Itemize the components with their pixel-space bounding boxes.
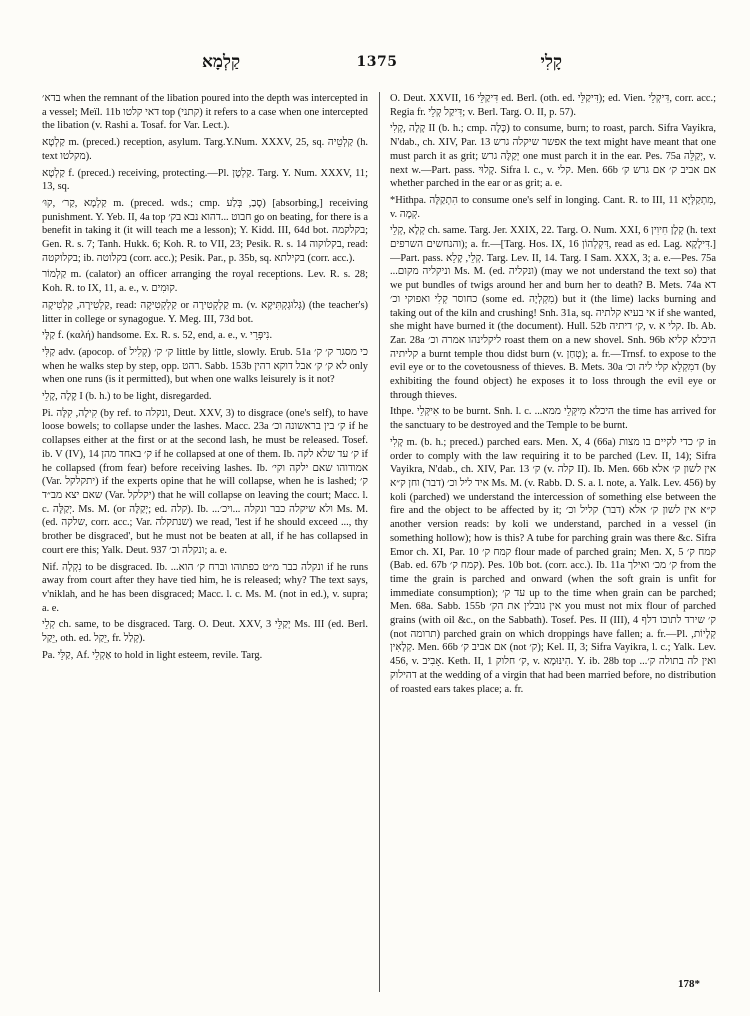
entry: Pa. קַלֵּי, Af. אַקְלֵי to hold in light esteem, revile. Targ. [42,649,263,661]
entry: קַלְמָא ,קַר׳ ,קוּ׳ m. (preced. wds.; cmp. סָבַ, בְּלַע) [absorbing,] receiving punishment. Y. Yeb. II, 4a top חבוט ...דהוא נבא בק׳ go on beating, for there is a benefit in taking it (it will teach me a lesson); Y. Kidd. III, 64d bot. בקלקמה; Gen. R. s. 7; Tanh. Hukk. 6; Koh. R. to VII, 23; Pesik. R. s. 14 בקלוקוה, read: בקלוקטה; ib. בקלוטה (corr. acc.); Pesik. Par., p. 35b, sq. בקילתא (corr. acc.). [42,197,368,264]
page-number: 1375 [356,54,398,70]
entry: קַלְטָא f. (preced.) receiving, protecting.—Pl. קַלְטָן. Targ. Y. Num. XXXV, 11; 13, sq. [42,167,368,193]
entry: קַלָּי f. (καλή) handsome. Ex. R. s. 52, end, a. e., v. נִיפְּרֵי. [42,330,273,342]
entry: קְלֵי ch. same, to be disgraced. Targ. O. Deut. XXV, 3 יְקַלֵּי Ms. III (ed. Berl. יֵקַל, oth. ed. יֵקַל, fr. קְלַל). [42,619,368,645]
right-running-head: קָלִי [540,52,562,72]
entry: קַלְטָא m. (preced.) reception, asylum. Targ.Y.Num. XXXV, 25, sq. קַלְטֵיה (h. text מקלטו). [42,137,368,162]
entry: O. Deut. XXVII, 16 דִּיקַלֵּי ed. Berl. (oth. ed. דִּיקַלֵּי); ed. Vien. דִּיקְלֵי, corr. acc.; Regia fr. דִּיקַל קְלֵי; v. Berl. Targ. O. II, p. 57). [390,93,716,118]
entry: קְלָא ,קְלֵי ch. same. Targ. Jer. XXIX, 22. Targ. O. Num. XXI, 6 קְלָן חִיוִין (h. text והנחשים השרפים); a. fr.—[Targ. Hos. IX, 16 דִּקְלְהוֹן, read as ed. Lag. דִּילָקָא.]—Part. pass. קְלֵי, קָלֵא. Targ. Lev. II, 14. Targ. I Sam. XXX, 3; a. e.—Pes. 75a ...וניקליה מקום Ms. M. (ed. ונקליה) (may we not understand the text so) that we put bundles of twigs around her and burn her to death? B. Mets. 74a דא כחוסר קְלִי ואפוקי וכ׳ (some ed. מִקְלְיָה) but it (the lime) lacks burning and taking out of the kiln and crushing! Snh. 31a, sq. אי בעיא קלתיה if she wanted, she might have burned it (the document). Hull. 52b ק׳ דיתיה, v. קלי א. Ib. Ab. Zar. 28a ליקלינהו אמרה וכ׳ roast them on a new shovel. Snh. 96b היכלא קליא קליתיה a burnt temple thou didst burn (v. טְחַן); a. fr.—Trnsf. to expose to the evil eye or to the covetousness of thieves. B. Mets. 30a דמִקְלֵא קלי ליה וכ׳ (by exhibiting the found object) he exposes it to loss through the evil eye or through thieves. [390,225,716,401]
entry: Ithpe. אִיקְּלֵי to be burnt. Snh. l. c. ...היכלא מִיקְּלֵי ממא the time has arrived for the sanctuary to be destroyed and the Temple to be burnt. [390,406,716,432]
entry: קַלִּי adv. (apocop. of קְלִיל) ק׳ ק׳ little by little, slowly. Erub. 51a כי מסגר ק׳ ק׳ when he walks step by step, opp. רהט. Sabb. 153b לא ק׳ ק׳ אבל דוקא רהין only when one runs (is it permitted), but when one walks leisurely is it not? [42,346,368,386]
entry: בדא׳ when the remnant of the libation poured into the depth was intercepted in a vessel; Meïl. 11b דאי קלטו top (קתני) it refers to a case when one intercepted the libation (v. Rashi a. Tosaf. for Var. Lect.). [42,93,368,132]
page-header [42,52,712,74]
entry: קַלְמוֹר m. (calator) an officer arranging the royal receptions. Lev. R. s. 28; Koh. R. to IX, 11, a. e., v. קוּמִים. [42,269,368,295]
signature-mark: 178* [678,978,700,990]
entry: קָלָה ,קָלֵי I (b. h.) to be light, disregarded. [42,391,212,403]
left-running-head: קַלְמָא [202,52,241,72]
entry: Nif. נִקְלָה to be disgraced. Ib. ...ונקלה כבר מ״ט כפתוהו וברח ק׳ הוא if he runs away from court after they have tied him, he is released; why? The text says, v'niklah, and he has been disgraced; Macc. l. c. Ms. M. (not in ed.), v. supra; a. e. [42,561,368,614]
entry: Pi. קִילָה, קִלָּה (by ref. to ונקלה, Deut. XXV, 3) to disgrace (one's self), to have loose bowels; to collapse under the lashes. Macc. 23a ק׳ בין בראשונה וכ׳ if he collapses either at the first or at the second lash, he must be released. Tosef. ib. V (IV), 14 ק׳ באחד מהן if he collapsed at one of them. Ib. ק׳ עד שלא לקה if he collapsed (from fear) before receiving lashes. Ib. אמודוהו שאם ילקה וקי׳ (Var. יתקלקל) if the experts opine that he will collapse, when he is lashed; ק׳ שאם יצא מב״ד (Var. יקלקל) that he will collapse on leaving the court; Macc. l. c. יְקַלָּה. Ms. M. (or יְקַלֶּה; ed. קלה). Ib. ...ולא שיקלה כבר ונקלה ...ויכ׳ Ms. M. (ed. שלקה, corr. acc.; Var. שנתקלה) we read, 'lest if he should exceed ..., thy brother be disgraced', but he must not be beaten at all, if he has collapsed in court ere this; Yalk. Deut. 937 ונקלה וכ׳; a. e. [42,407,368,556]
column-divider [379,92,380,992]
entry: קַלְטִירָה, קַלְטִיקָה, read: קַלְקְטִיקָה or קַלְקְטִירָה m. (v. גְּלוּגְקְתִּיקָא) (the teacher's) litter in college or synagogue. Y. Meg. III, 73d bot. [42,299,368,325]
entry: *Hithpa. הִתְקַלָּה to consume one's self in longing. Cant. R. to III, 11 מִתְקַלְּיָא, v. קְמָה. [390,194,716,220]
left-column [42,92,368,994]
entry: קָלָה ,קְלִי II (b. h.; cmp. כָּלָה) to consume, burn; to roast, parch. Sifra Vayikra, N'dab., ch. XIV, Par. 13 אפשר שיקלה גרש the text might have meant that one must parch it as grit; יְקַלֶּה גרש one must parch it in the ear. Pes. 75a יְקַלֵּה, v. next w.—Part. pass. קָלוּי. Sifra l. c., v. קלי. Men. 66b אם אביב ק׳ אם גרש ק׳ whether parched in the ear or as grit; a. e. [390,123,716,190]
columns [42,92,716,994]
entry: קָלִי m. (b. h.; preced.) parched ears. Men. X, 4 (66a) ק׳ כדי לקיים בו מצות in order to comply with the law requiring it to be parched (Lev. II, 14); Sifra Vayikra, N'dab., ch. XIV, Par. 13 ק׳ (v. קלה II). Ib. Men. 66b אין לשון ק׳ אלא איד ליל וכ׳ (דבר) וחן ק״א Ms. M. (v. Rabb. D. S. a. l. note, a. Yalk. Lev. 456) by koli (parched) we understand the intercession of something else between the fire and the object to be affected by it; ק״א אין לשון ק׳ אלא (דבר) קליל וכ׳ another version reads: by koli we understand, parched in a vessel (in something hollow); how is this? A tube for parching grain was there &c. Sifra Emor ch. XI, Par. 10 קמח ק׳ flour made of parched grain; Men. X, 5 קמח ק׳ (Bab. ed. 67b קמח ק׳). Pes. 10b bot. (corr. acc.). Ib. 11a ק׳ מכ׳ ואילך from the time the grain is parched and onward (when the soft grain is unfit for immediate consumption); עד ק׳ up to the time when grain can be parched; Men. 68a. Sabb. 155b אין גובלין את הק׳ you must not mix flour of parched grains (with oil &c., on the Sabbath). Tosef. Pes. II (III), 4 ק׳ שירד לתוכו דלף (not תרומה) parched grain on which droppings have fallen; a. fr.—Pl. קְלָיוֹת, קְלָאִין. Men. 66b אם אביב ק׳ (not ק׳); Kel. II, 3; Sifra Vayikra, l. c.; Yalk. Lev. 456, v. אָבִיב. Keth. II, 1 ק׳ חלוק, v. הִינּוּמָא. Y. ib. 28b top ...ואין לה בתולה ק׳ דהילוק at the wedding of a virgin that had been married before, no distribution of roasted ears takes place; a. fr. [390,436,716,695]
right-column [390,92,716,994]
